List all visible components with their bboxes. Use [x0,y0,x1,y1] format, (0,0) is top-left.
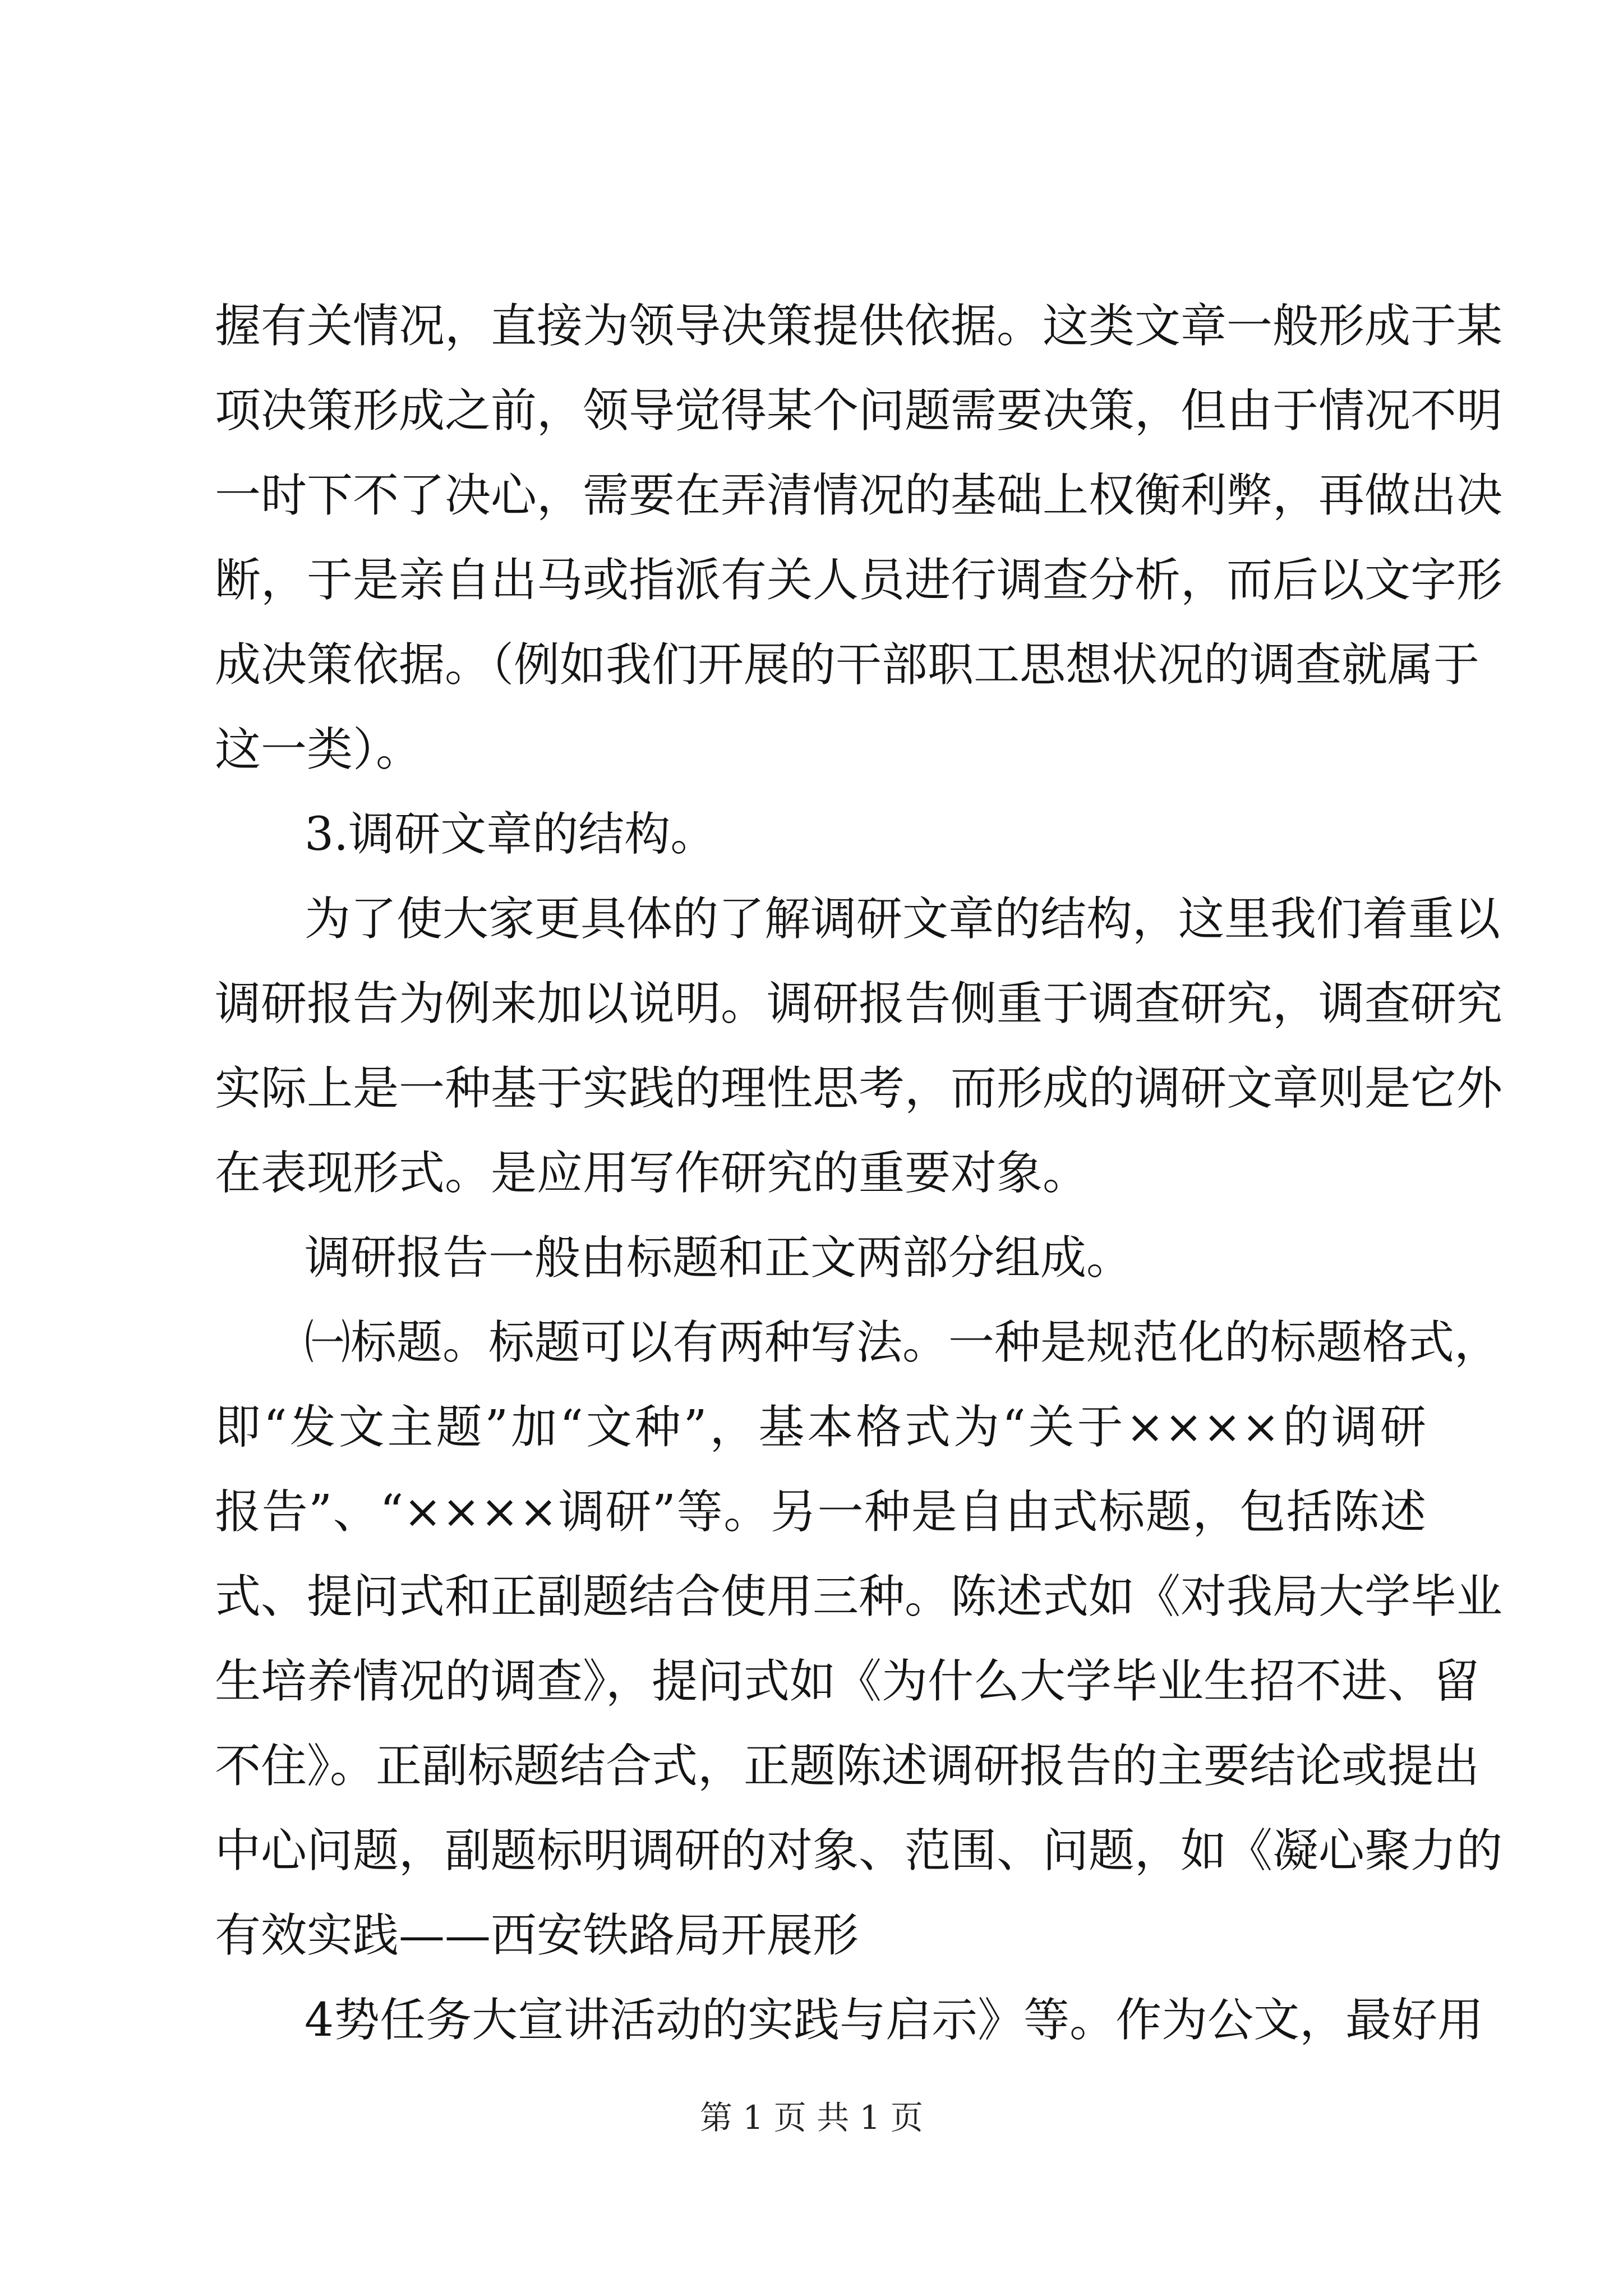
text-line: 这一类）。 [215,723,422,776]
page-number-footer: 第 1 页 共 1 页 [700,2099,923,2137]
text-line: 实际上是一种基于实践的理性思考，而形成的调研文章则是它外 [215,1062,1503,1115]
text-line: 不住》。正副标题结合式，正题陈述调研报告的主要结论或提出 [215,1740,1480,1793]
text-line: 报告”、“××××调研”等。另一种是自由式标题，包括陈述 [215,1485,1426,1539]
text-line: 有效实践——西安铁路局开展形 [215,1909,859,1962]
text-line: 项决策形成之前，领导觉得某个问题需要决策，但由于情况不明 [215,384,1503,438]
text-line: 断，于是亲自出马或指派有关人员进行调查分析，而后以文字形 [215,554,1503,607]
text-line: 中心问题，副题标明调研的对象、范围、问题，如《凝心聚力的 [215,1824,1503,1878]
text-line: 在表现形式。是应用写作研究的重要对象。 [215,1147,1089,1200]
text-line: 为了使大家更具体的了解调研文章的结构，这里我们着重以 [305,892,1501,946]
section-heading: 3.调研文章的结构。 [305,808,717,861]
text-line: 握有关情况，直接为领导决策提供依据。这类文章一般形成于某 [215,300,1503,353]
text-line: 调研报告为例来加以说明。调研报告侧重于调查研究，调查研究 [215,977,1503,1030]
text-line: 式、提问式和正副题结合使用三种。陈述式如《对我局大学毕业 [215,1570,1503,1623]
text-line: 4势任务大宣讲活动的实践与启示》等。作为公文，最好用 [305,1994,1484,2047]
text-line: 生培养情况的调查》，提问式如《为什么大学毕业生招不进、留 [215,1655,1480,1708]
text-line: ㈠标题。标题可以有两种写法。一种是规范化的标题格式， [305,1316,1501,1369]
text-line: 调研报告一般由标题和正文两部分组成。 [305,1231,1133,1285]
text-line: 成决策依据。（例如我们开展的干部职工思想状况的调查就属于 [215,638,1480,692]
text-line: 即“发文主题”加“文种”，基本格式为“关于××××的调研 [215,1401,1426,1454]
text-line: 一时下不了决心，需要在弄清情况的基础上权衡利弊，再做出决 [215,469,1503,522]
